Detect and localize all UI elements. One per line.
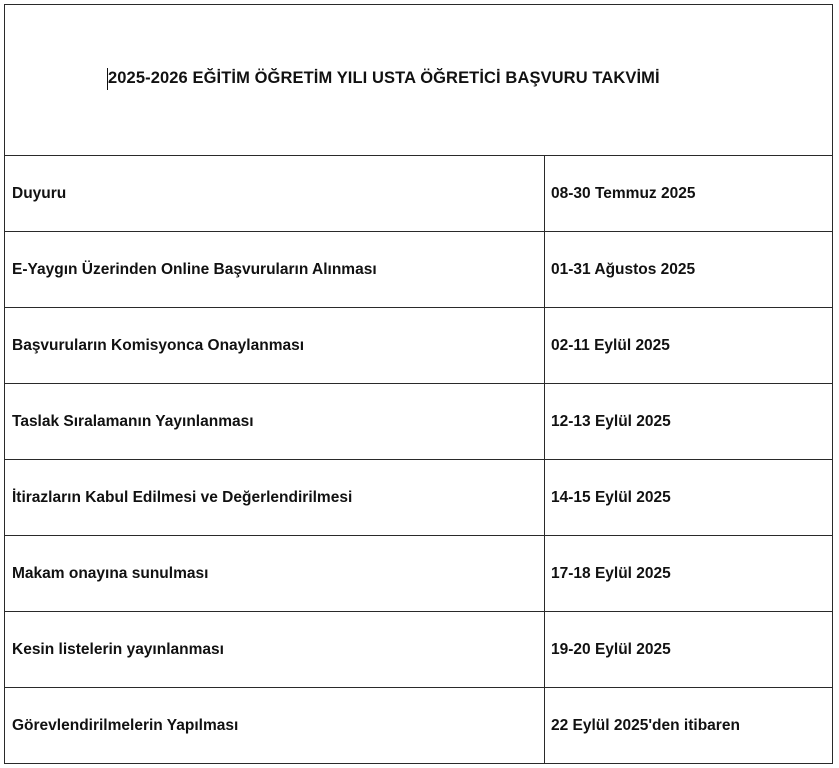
table-title[interactable]: 2025-2026 EĞİTİM ÖĞRETİM YILI USTA ÖĞRETİCİ BAŞVURU TAKVİMİ	[108, 69, 660, 87]
date-cell[interactable]: 02-11 Eylül 2025	[551, 336, 670, 354]
table-row	[5, 308, 832, 384]
date-cell[interactable]: 19-20 Eylül 2025	[551, 640, 671, 658]
event-cell[interactable]: İtirazların Kabul Edilmesi ve Değerlendirilmesi	[5, 460, 545, 535]
date-cell[interactable]: 08-30 Temmuz 2025	[551, 184, 696, 202]
table-row	[5, 460, 832, 536]
date-cell[interactable]: 17-18 Eylül 2025	[551, 564, 671, 582]
event-cell[interactable]: Başvuruların Komisyonca Onaylanması	[5, 308, 545, 383]
date-cell[interactable]: 14-15 Eylül 2025	[551, 488, 671, 506]
application-schedule-table	[4, 4, 833, 764]
date-cell[interactable]: 01-31 Ağustos 2025	[551, 260, 696, 278]
table-row	[5, 688, 832, 764]
event-cell[interactable]: E-Yaygın Üzerinden Online Başvuruların Alınması	[5, 232, 545, 307]
table-row	[5, 536, 832, 612]
table-row	[5, 612, 832, 688]
title-row	[5, 5, 832, 156]
event-cell[interactable]: Taslak Sıralamanın Yayınlanması	[5, 384, 545, 459]
date-cell[interactable]: 22 Eylül 2025'den itibaren	[551, 717, 740, 734]
table-row	[5, 156, 832, 232]
event-cell[interactable]: Görevlendirilmelerin Yapılması	[5, 688, 545, 764]
event-cell[interactable]: Duyuru	[5, 156, 545, 231]
event-cell[interactable]: Kesin listelerin yayınlanması	[5, 612, 545, 687]
table-row	[5, 232, 832, 308]
date-cell[interactable]: 12-13 Eylül 2025	[551, 412, 671, 430]
table-row	[5, 384, 832, 460]
event-cell[interactable]: Makam onayına sunulması	[5, 536, 545, 611]
